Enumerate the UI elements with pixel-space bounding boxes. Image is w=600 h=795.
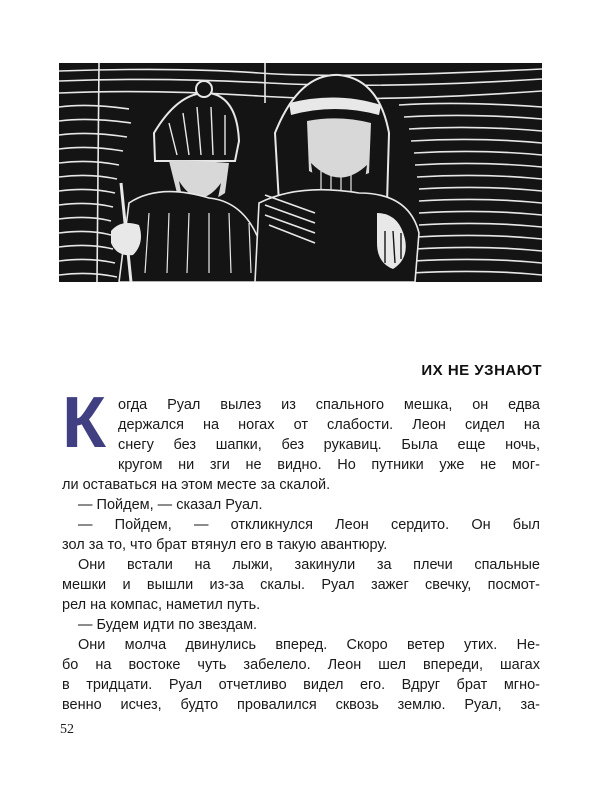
text-line: снегу без шапки, без рукавиц. Была еще ночь, — [118, 437, 540, 453]
text-line: — Пойдем, — откликнулся Леон сердито. Он был — [78, 517, 540, 533]
text-line: огда Руал вылез из спального мешка, он едва — [118, 397, 540, 413]
chapter-illustration — [59, 63, 542, 282]
text-line: держался на ногах от слабости. Леон сидел на — [118, 417, 540, 433]
text-line: в тридцати. Руал отчетливо видел его. Вдруг брат мгно- — [62, 677, 540, 693]
drop-cap-letter: К — [62, 392, 106, 454]
text-line: кругом ни зги не видно. Но путники уже не мог- — [118, 457, 540, 473]
text-line: Они молча двинулись вперед. Скоро ветер утих. Не- — [78, 637, 540, 653]
text-line: — Будем идти по звездам. — [78, 617, 258, 633]
text-line: рел на компас, наметил путь. — [62, 597, 261, 613]
text-line: мешки и вышли из-за скалы. Руал зажег свечку, посмот- — [62, 577, 540, 593]
text-line: венно исчез, будто провалился сквозь землю. Руал, за- — [62, 697, 540, 713]
woodcut-two-travelers-illustration — [59, 63, 542, 282]
chapter-title: ИХ НЕ УЗНАЮТ — [421, 362, 542, 379]
text-line: зол за то, что брат втянул его в такую авантюру. — [62, 537, 388, 553]
text-line: ли оставаться на этом месте за скалой. — [62, 477, 331, 493]
page-number: 52 — [60, 722, 74, 737]
text-line: Они встали на лыжи, закинули за плечи спальные — [78, 557, 540, 573]
text-line: бо на востоке чуть забелело. Леон шел впереди, шагах — [62, 657, 540, 673]
text-line: — Пойдем, — сказал Руал. — [78, 497, 263, 513]
